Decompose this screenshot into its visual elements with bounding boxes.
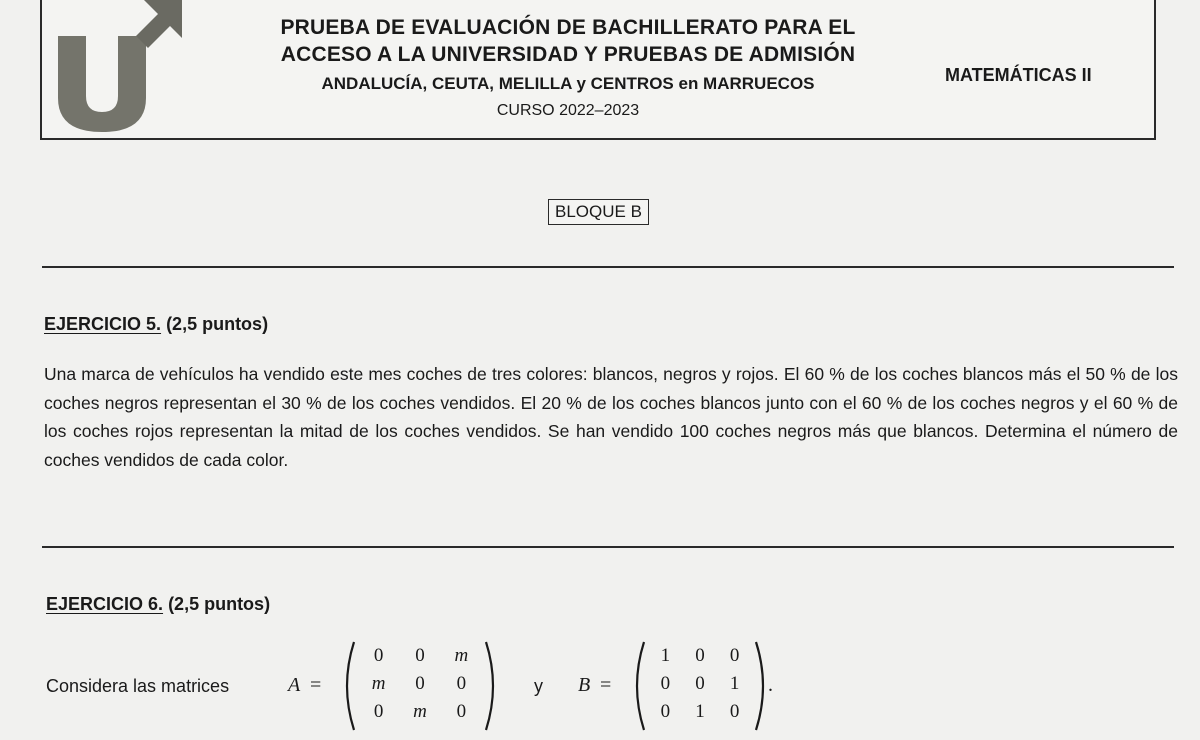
matrix-b-cells: [648, 644, 752, 724]
exercise-6-heading: [46, 594, 270, 615]
header-title-line-1: PRUEBA DE EVALUACIÓN DE BACHILLERATO PARA EL: [280, 16, 856, 39]
header-region: ANDALUCÍA, CEUTA, MELILLA y CENTROS en MARRUECOS: [321, 74, 815, 93]
matrix-a-cell: 0: [415, 645, 425, 666]
matrix-b-cell: 1: [729, 673, 740, 694]
matrix-b-cell: 1: [660, 645, 671, 666]
university-logo: [52, 0, 187, 135]
matrix-a: [340, 640, 500, 732]
exercise-5-statement: Una marca de vehículos ha vendido este mes coches de tres colores: blancos, negros y rojos. El 60 % de los coches blancos más el 50 % de los coches negros representan el 30 % de los coches vendidos. El 20 % de los coches blancos junto con el 60 % de los coches negros y el 60 % de los coches rojos representan la mitad de los coches vendidos. Se han vendido 100 coches negros más que blancos. Determina el número de coches vendidos de cada color.: [44, 364, 1178, 470]
matrix-a-cell: 0: [373, 701, 384, 722]
matrix-b-name: B: [578, 674, 591, 696]
exercise-6-statement: [46, 638, 1146, 738]
matrix-b-cell: 0: [660, 673, 671, 694]
matrix-b-cell: 0: [660, 701, 671, 722]
matrix-a-cells: [358, 644, 482, 724]
equals-sign: =: [600, 674, 612, 696]
header-course: CURSO 2022–2023: [496, 102, 640, 119]
divider: [42, 546, 1174, 548]
exercise-6-title: EJERCICIO 6.: [46, 594, 164, 614]
matrix-b-cell: 0: [695, 673, 705, 694]
matrix-b-cell: 0: [695, 645, 705, 666]
exercise-6-intro: Considera las matrices: [46, 676, 230, 696]
matrix-a-name: A: [288, 674, 301, 696]
matrix-a-cell: 0: [373, 645, 384, 666]
matrix-a-cell: 0: [456, 673, 467, 694]
matrix-a-cell: 0: [456, 701, 467, 722]
sentence-end: .: [768, 674, 773, 696]
exercise-5-points: (2,5 puntos): [166, 314, 269, 334]
matrix-a-cell: m: [413, 701, 427, 722]
exercise-5-heading: [44, 314, 268, 335]
subject-label: MATEMÁTICAS II: [945, 65, 1092, 85]
matrix-b-cell: 1: [695, 701, 705, 722]
header-title-line-2: ACCESO A LA UNIVERSIDAD Y PRUEBAS DE ADMISIÓN: [280, 43, 856, 66]
matrix-b-cell: 0: [729, 645, 740, 666]
exercise-6-points: (2,5 puntos): [168, 594, 271, 614]
matrix-a-cell: m: [454, 645, 469, 666]
matrix-b-cell: 0: [729, 701, 740, 722]
matrix-a-cell: 0: [415, 673, 425, 694]
matrix-b: [630, 640, 770, 732]
section-label: BLOQUE B: [548, 199, 649, 225]
connector-text: y: [534, 676, 543, 696]
equals-sign: =: [310, 674, 322, 696]
divider: [42, 266, 1174, 268]
matrix-a-cell: m: [371, 673, 386, 694]
exercise-5-title: EJERCICIO 5.: [44, 314, 162, 334]
